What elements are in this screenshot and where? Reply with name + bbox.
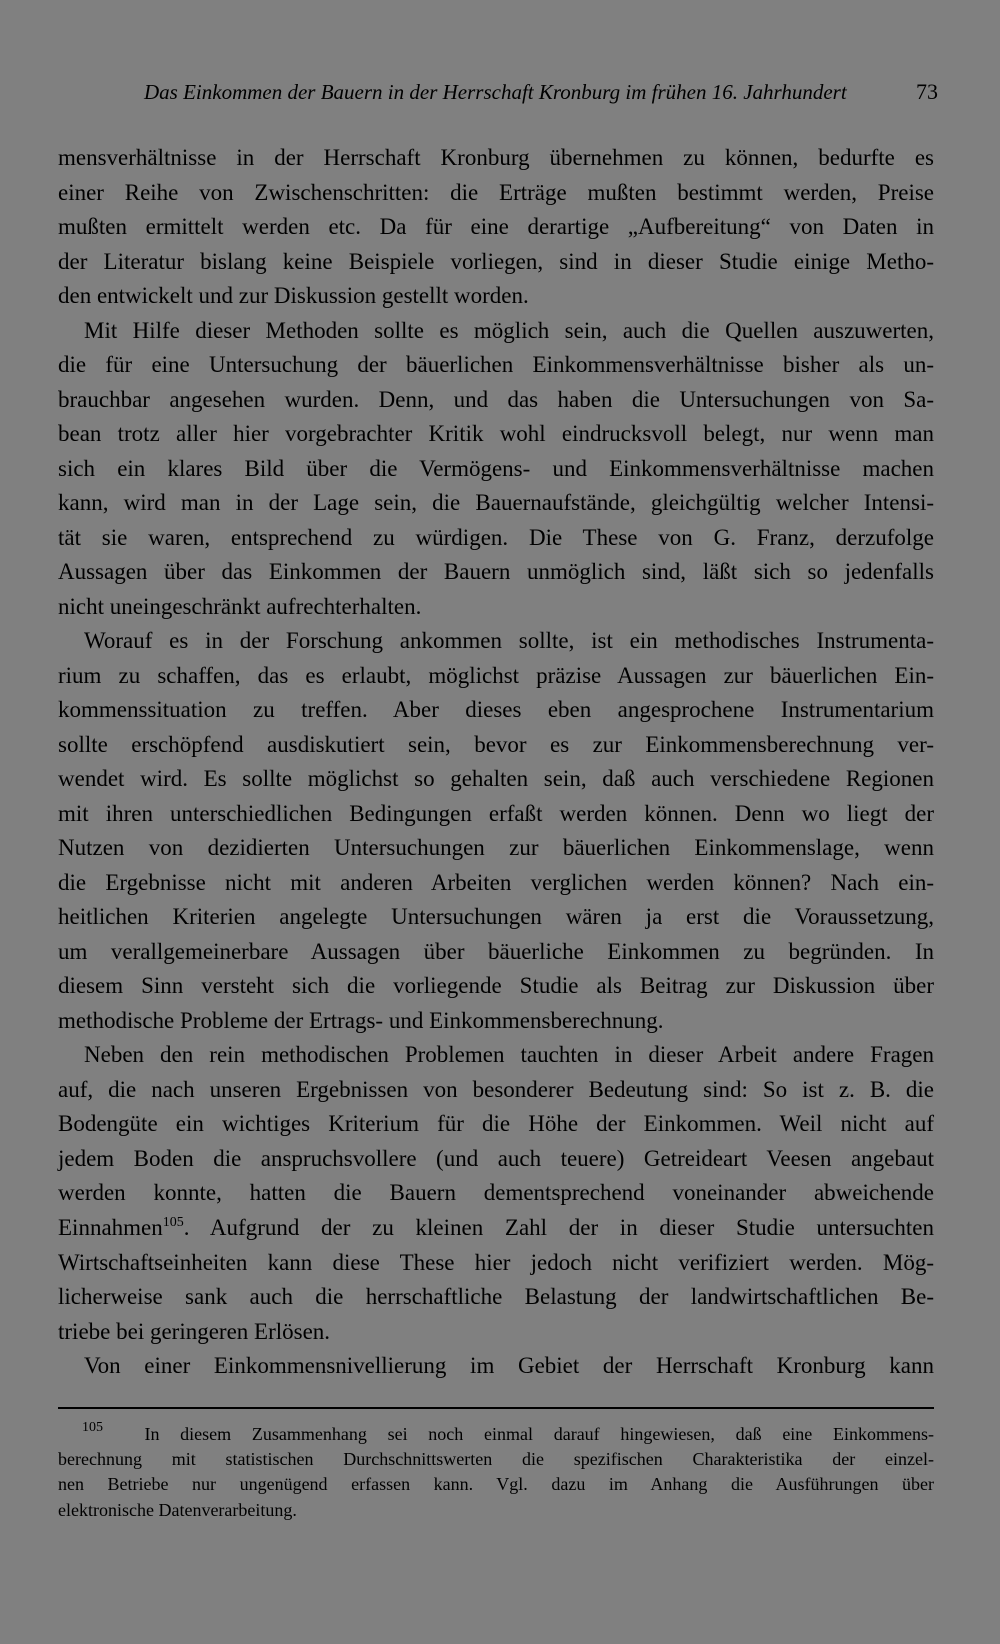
text-line: heitlichen Kriterien angelegte Untersuchungen wären ja erst die Voraussetzung, — [58, 904, 934, 930]
running-header — [60, 76, 938, 108]
footnote-line — [58, 1422, 934, 1447]
text-line: die für eine Untersuchung der bäuerlichen Einkommensverhältnisse bisher als un- — [58, 352, 934, 378]
text-line: kommenssituation zu treffen. Aber dieses eben angesprochene Instrumentarium — [58, 697, 934, 723]
main-text — [58, 141, 934, 1384]
text-line: Bodengüte ein wichtiges Kriterium für die Höhe der Einkommen. Weil nicht auf — [58, 1111, 934, 1137]
text-line: bean trotz aller hier vorgebrachter Kritik wohl eindrucksvoll belegt, nur wenn man — [58, 421, 934, 447]
footnote-line: berechnung mit statistischen Durchschnittswerten die spezifischen Charakteristika der einzel- — [58, 1449, 934, 1470]
text-line: mensverhältnisse in der Herrschaft Kronburg übernehmen zu können, bedurfte es — [58, 145, 934, 170]
footnotes — [58, 1422, 934, 1523]
footnote — [58, 1422, 934, 1523]
text-line: die Ergebnisse nicht mit anderen Arbeiten verglichen werden können? Nach ein- — [58, 869, 934, 895]
text-line: Nutzen von dezidierten Untersuchungen zur bäuerlichen Einkommenslage, wenn — [58, 835, 934, 861]
paragraph — [58, 1038, 934, 1349]
text-line: Worauf es in der Forschung ankommen sollte, ist ein methodisches Instrumenta- — [84, 628, 934, 654]
text-line: Wirtschaftseinheiten kann diese These hier jedoch nicht verifiziert werden. Mög- — [58, 1249, 934, 1275]
text-line: tät sie waren, entsprechend zu würdigen. Die These von G. Franz, derzufolge — [58, 524, 934, 550]
text-line: den entwickelt und zur Diskussion gestellt worden. — [58, 283, 529, 309]
text-fragment: In diesem Zusammenhang sei noch einmal darauf hingewiesen, daß eine Einkommens- — [144, 1424, 935, 1444]
text-line: licherweise sank auch die herrschaftliche Belastung der landwirtschaftlichen Be- — [58, 1284, 934, 1310]
text-line: sollte erschöpfend ausdiskutiert sein, bevor es zur Einkommensberechnung ver- — [58, 731, 934, 757]
text-line: um verallgemeinerbare Aussagen über bäuerliche Einkommen zu begründen. In — [58, 938, 934, 964]
text-line: einer Reihe von Zwischenschritten: die Erträge mußten bestimmt werden, Preise — [58, 179, 934, 205]
text-fragment: Einnahmen — [58, 1214, 163, 1240]
text-line: Von einer Einkommensnivellierung im Gebiet der Herrschaft Kronburg kann — [84, 1353, 934, 1379]
text-line: sich ein klares Bild über die Vermögens- und Einkommensverhältnisse machen — [58, 455, 934, 481]
footnote-reference[interactable]: 105 — [162, 1214, 184, 1230]
running-title: Das Einkommen der Bauern in der Herrschaft Kronburg im frühen 16. Jahrhundert — [144, 80, 847, 104]
text-line: Mit Hilfe dieser Methoden sollte es möglich sein, auch die Quellen auszuwerten, — [84, 317, 934, 343]
text-line: Aussagen über das Einkommen der Bauern unmöglich sind, läßt sich so jedenfalls — [58, 559, 934, 585]
text-line: methodische Probleme der Ertrags- und Einkommensberechnung. — [58, 1007, 664, 1033]
text-line: brauchbar angesehen wurden. Denn, und das haben die Untersuchungen von Sa- — [58, 386, 934, 412]
footnote-line: elektronische Datenverarbeitung. — [58, 1499, 297, 1520]
footnote-number: 105 — [82, 1420, 103, 1435]
paragraph — [58, 314, 934, 625]
paragraph — [58, 1349, 934, 1384]
paragraph — [58, 624, 934, 1038]
text-line: werden konnte, hatten die Bauern dementsprechend voneinander abweichende — [58, 1180, 934, 1206]
text-line: rium zu schaffen, das es erlaubt, möglichst präzise Aussagen zur bäuerlichen Ein- — [58, 662, 934, 688]
text-line: kann, wird man in der Lage sein, die Bauernaufstände, gleichgültig welcher Intensi- — [58, 490, 934, 516]
text-line: mit ihren unterschiedlichen Bedingungen erfaßt werden können. Denn wo liegt der — [58, 800, 934, 826]
text-line: nicht uneingeschränkt aufrechterhalten. — [58, 593, 422, 619]
text-line: diesem Sinn versteht sich die vorliegende Studie als Beitrag zur Diskussion über — [58, 973, 934, 999]
text-line: auf, die nach unseren Ergebnissen von besonderer Bedeutung sind: So ist z. B. die — [58, 1076, 934, 1102]
text-line: der Literatur bislang keine Beispiele vorliegen, sind in dieser Studie einige Metho- — [58, 248, 934, 274]
page-number: 73 — [916, 79, 938, 104]
text-line: wendet wird. Es sollte möglichst so gehalten sein, daß auch verschiedene Regionen — [58, 766, 934, 792]
text-line: mußten ermittelt werden etc. Da für eine derartige „Aufbereitung“ von Daten in — [58, 214, 934, 240]
text-line: Neben den rein methodischen Problemen tauchten in dieser Arbeit andere Fragen — [84, 1042, 934, 1068]
text-fragment: . Aufgrund der zu kleinen Zahl der in dieser Studie untersuchten — [183, 1214, 934, 1240]
text-line: triebe bei geringeren Erlösen. — [58, 1318, 331, 1344]
text-line: jedem Boden die anspruchsvollere (und auch teuere) Getreideart Veesen angebaut — [58, 1145, 934, 1171]
paragraph — [58, 141, 934, 314]
footnote-line: nen Betriebe nur ungenügend erfassen kann. Vgl. dazu im Anhang die Ausführungen über — [58, 1474, 934, 1495]
footnote-separator — [58, 1407, 934, 1409]
text-line — [58, 1211, 934, 1246]
